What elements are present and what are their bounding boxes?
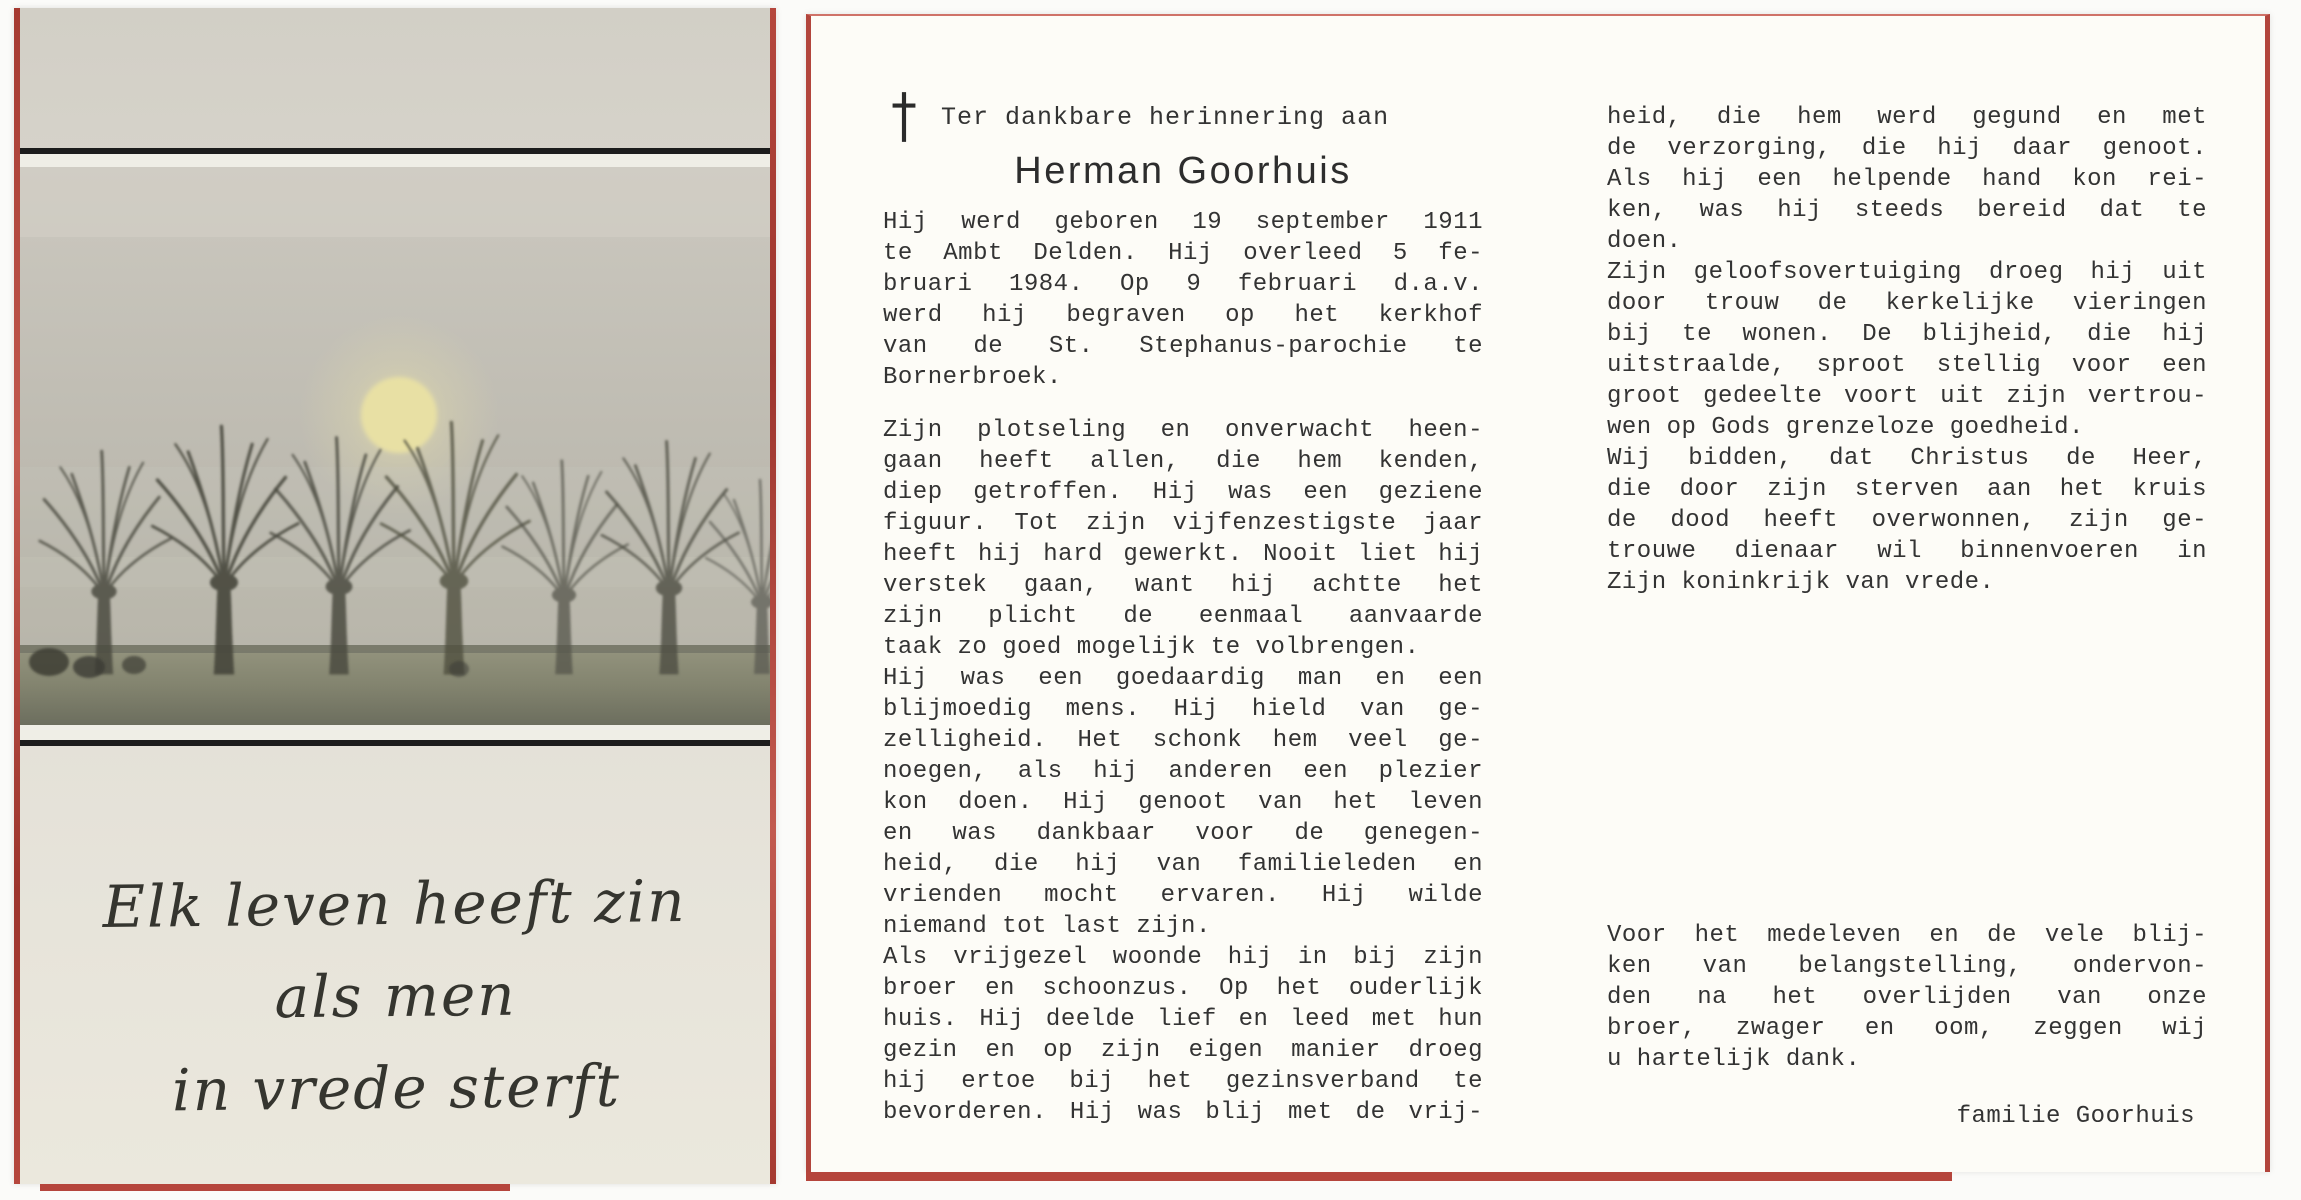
family-signature: familie Goorhuis <box>1956 1103 2195 1130</box>
scan-edge-bottom-front <box>40 1184 510 1191</box>
biography-paragraph: Als vrijgezel woonde hij in bij zijn broer en schoonzus. Op het ouderlijk huis. Hij deelde lief en leed met hun gezin en op zijn eigen manier droeg hij ertoe bij het gezinsverband te bevorderen. Hij was blij met de vrij- <box>883 944 1483 1126</box>
scan-edge-right <box>770 8 776 1184</box>
verse-line-2: als men <box>274 960 517 1032</box>
dedication <box>883 90 1483 150</box>
misty-landscape-photo <box>14 167 776 725</box>
dedication-text: Ter dankbare herinnering aan <box>941 103 1390 132</box>
photo-frame-strip-top <box>14 154 776 167</box>
verse-line-3: in vrede sterft <box>171 1051 622 1125</box>
text-column-right <box>1607 90 2207 1172</box>
biography-paragraph: heid, die hem werd gegund en met de verzorging, die hij daar genoot. Als hij een helpende hand kon rei- ken, was hij steeds bereid dat te doen. <box>1607 104 2207 255</box>
biography-paragraph: Hij werd geboren 19 september 1911 te Ambt Delden. Hij overleed 5 fe- bruari 1984. Op 9 februari d.a.v. werd hij begraven op het kerkhof van de St. Stephanus-parochie te Bornerbroek. <box>883 209 1483 391</box>
photo-frame-strip-bottom <box>14 725 776 740</box>
memorial-verse <box>12 742 778 1138</box>
biography-paragraph: Zijn geloofsovertuiging droeg hij uit door trouw de kerkelijke vieringen bij te wonen. De blijheid, die hij uitstraalde, sproot stellig voor een groot gedeelte voort uit zijn vertrou- wen op Gods grenzeloze goedheid. <box>1607 259 2207 441</box>
sun-disc <box>361 377 437 453</box>
biography-paragraph: Hij was een goedaardig man en een blijmoedig mens. Hij hield van ge- zelligheid. Het schonk hem veel ge- noegen, als hij anderen een plezier kon doen. Hij genoot van het leven en was dankbaar voor de genegen- heid, die hij van familieleden en vrienden mocht ervaren. Hij wilde niemand tot last zijn. <box>883 665 1483 940</box>
card-inside-panel <box>806 14 2270 1172</box>
acknowledgement-paragraph: Voor het medeleven en de vele blij- ken van belangstelling, ondervon- den na het overlijden van onze broer, zwager en oom, zeggen wij u hartelijk dank. <box>1607 922 2207 1073</box>
latin-cross-icon <box>889 90 919 144</box>
biography-paragraph: Wij bidden, dat Christus de Heer, die door zijn sterven aan het kruis de dood heeft overwonnen, zijn ge- trouwe dienaar wil binnenvoeren in Zijn koninkrijk van vrede. <box>1607 445 2207 596</box>
biography-paragraph: Zijn plotseling en onverwacht heen- gaan heeft allen, die hem kenden, diep getroffen. Hij was een geziene figuur. Tot zijn vijfenzestigste jaar heeft hij hard gewerkt. Nooit liet hij verstek gaan, want hij achtte het zijn plicht de eenmaal aanvaarde taak zo goed mogelijk te volbrengen. <box>883 417 1483 661</box>
text-column-left <box>883 90 1483 1172</box>
landscape-illustration <box>14 167 776 725</box>
deceased-name: Herman Goorhuis <box>1014 150 1352 192</box>
scan-edge-left <box>14 8 20 1184</box>
card-front-panel <box>14 8 776 1184</box>
verse-line-1: Elk leven heeft zin <box>102 866 687 942</box>
scan-edge-bottom-inside <box>806 1172 1952 1181</box>
front-top-margin <box>14 8 776 148</box>
